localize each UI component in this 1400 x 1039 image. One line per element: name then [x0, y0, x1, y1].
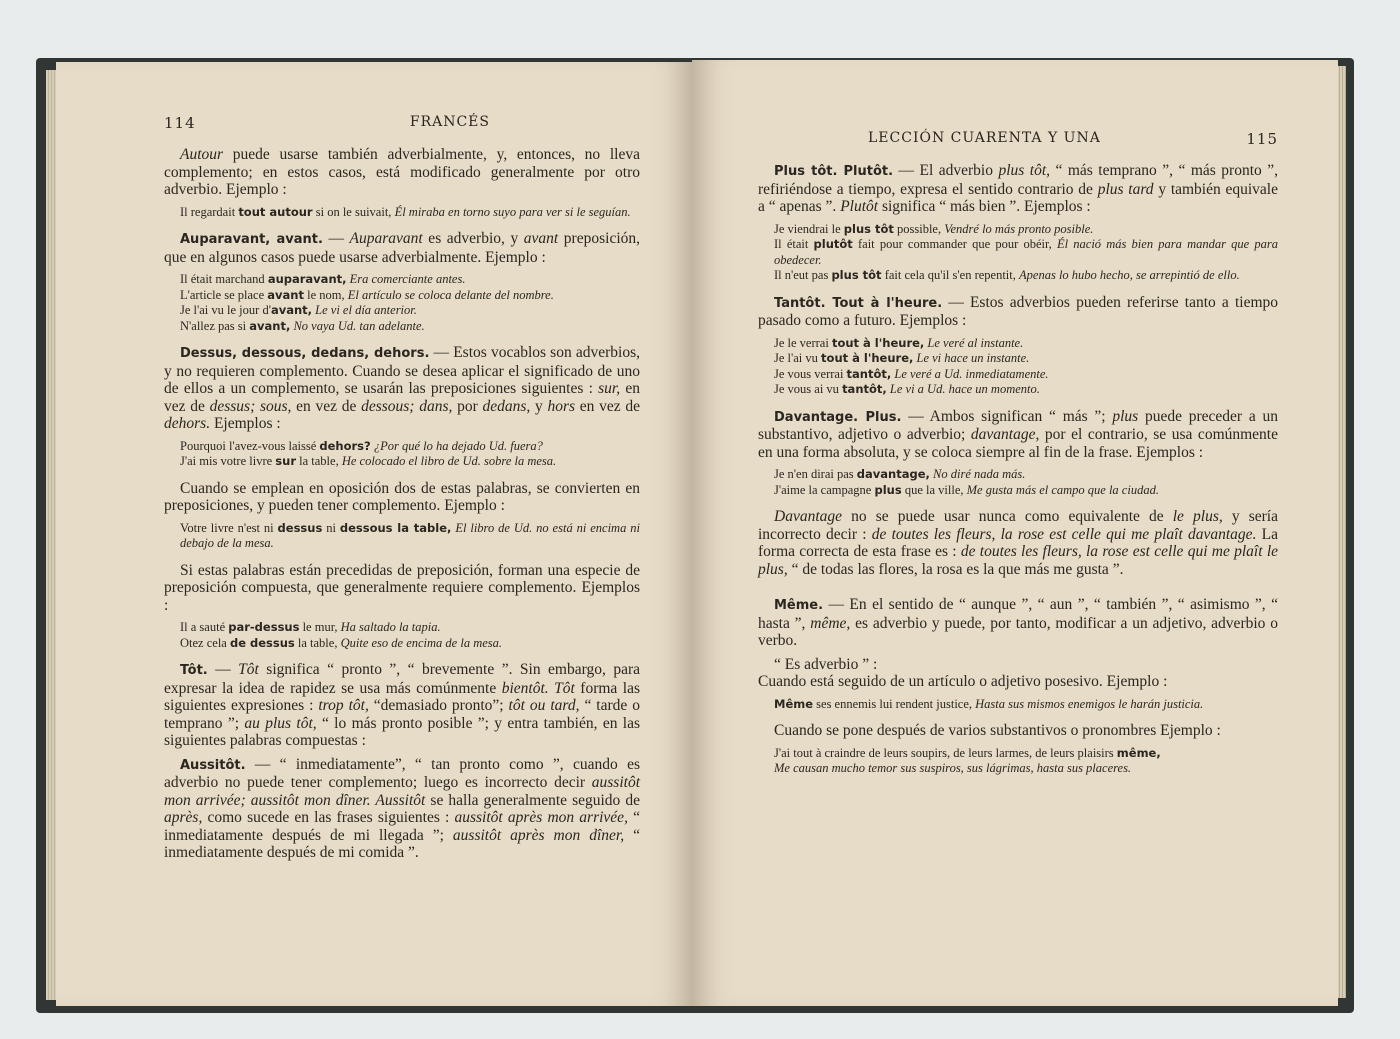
aussitot-paragraph: Aussitôt. — “ inmediatamente”, “ tan pronto como ”, cuando es adverbio no puede tener complemento; luego es incorrecto decir aussitôt mon arrivée; aussitôt mon dîner. Aussitôt se halla generalmente seguido de après, como sucede en las frases siguientes : aussitôt après mon arrivée, “ inmediatamente después de mi llegada ”; aussitôt après mon dîner, “ inmediatamente después de mi comida ”.: [164, 755, 640, 861]
page-number: 114: [164, 114, 196, 132]
plustot-paragraph: Plus tôt. Plutôt. — El adverbio plus tôt, “ más temprano ”, “ más pronto ”, refiriéndose a tiempo, expresa el sentido contrario de plus tard y también equivale a “ apenas ”. Plutôt significa “ más bien ”. Ejemplos :: [758, 162, 1278, 215]
example-line: J'ai mis votre livre sur la table, He colocado el libro de Ud. sobre la mesa.: [180, 454, 557, 468]
page-number: 115: [1246, 130, 1278, 148]
example-block: [758, 467, 1278, 498]
example-line: J'ai tout à craindre de leurs soupirs, de leurs larmes, de leurs plaisirs même,: [774, 745, 1161, 760]
oposicion-paragraph: Cuando se emplean en oposición dos de estas palabras, se convierten en preposiciones, y pueden tener complemento. Ejemplo :: [164, 479, 640, 514]
tot-paragraph: Tôt. — Tôt significa “ pronto ”, “ brevemente ”. Sin embargo, para expresar la idea de rapidez se usa más comúnmente bientôt. Tôt forma las siguientes expresiones : trop tôt, “demasiado pronto”; tôt ou tard, “ tarde o temprano ”; au plus tôt, “ lo más pronto posible ”; y entra también, en las siguientes palabras compuestas :: [164, 661, 640, 749]
example-block: [164, 205, 640, 221]
running-head: FRANCÉS: [409, 114, 490, 130]
example-line: Je viendrai le plus tôt possible, Vendré lo más pronto posible.: [774, 221, 1094, 236]
example-line: Je l'ai vu tout à l'heure, Le vi hace un instante.: [774, 351, 1030, 365]
example-line: Il a sauté par-dessus le mur, Ha saltado la tapia.: [180, 620, 441, 634]
example-block: [164, 272, 640, 334]
example-line: Me causan mucho temor sus suspiros, sus lágrimas, hasta sus placeres.: [774, 761, 1132, 775]
example-block: [758, 697, 1278, 713]
davantage-usage-paragraph: Davantage no se puede usar nunca como equivalente de le plus, y sería incorrecto decir : de toutes les fleurs, la rose est celle qui me plaît davantage. La forma correcta de esta frase es : de toutes les fleurs, la rose est celle qui me plaît le plus, “ de todas las flores, la rosa es la que más me gusta ”.: [758, 508, 1279, 578]
example-line: Je vous ai vu tantôt, Le vi a Ud. hace un momento.: [774, 382, 1040, 396]
example-block: [164, 620, 640, 651]
despues-paragraph: Cuando se pone después de varios substantivos o pronombres Ejemplo :: [774, 722, 1221, 739]
example-block: [758, 222, 1278, 284]
auparavant-paragraph: Auparavant, avant. — Auparavant es adverbio, y avant preposición, que en algunos casos puede usarse adverbialmente. Ejemplo :: [164, 230, 640, 266]
davantage-paragraph: Davantage. Plus. — Ambos significan “ más ”; plus puede preceder a un substantivo, adjetivo o adverbio; davantage, por el contrario, se usa comúnmente en una forma absoluta, y se coloca siempre al fin de la frase. Ejemplos :: [758, 407, 1278, 461]
example-line: Je l'ai vu le jour d'avant, Le vi el día anterior.: [180, 303, 417, 317]
precedidas-paragraph: Si estas palabras están precedidas de preposición, forman una especie de preposición compuesta, que generalmente requiere complemento. Ejemplos :: [164, 561, 640, 614]
meme-paragraph: Même. — En el sentido de “ aunque ”, “ aun ”, “ también ”, “ asimismo ”, “ hasta ”, même, es adverbio y puede, por tanto, modificar a un adjetivo, adverbio o verbo.: [758, 596, 1278, 649]
example-block: [164, 521, 640, 552]
example-line: Je n'en dirai pas davantage, No diré nada más.: [774, 467, 1026, 481]
example-block: [758, 746, 1278, 777]
example-line: Il regardait tout autour si on le suivait, Él miraba en torno suyo para ver si le seguían.: [180, 204, 631, 219]
example-line: Je le verrai tout à l'heure, Le veré al instante.: [774, 335, 1024, 350]
right-page-header: [758, 130, 1278, 148]
example-line: Il n'eut pas plus tôt fait cela qu'il s'en repentit, Apenas lo hubo hecho, se arrepintió de ello.: [774, 268, 1240, 282]
running-head: LECCIÓN CUARENTA Y UNA: [868, 130, 1101, 146]
example-block: [164, 439, 640, 470]
tantot-paragraph: Tantôt. Tout à l'heure. — Estos adverbios pueden referirse tanto a tiempo pasado como a futuro. Ejemplos :: [758, 293, 1279, 329]
example-line: N'allez pas si avant, No vaya Ud. tan adelante.: [180, 318, 425, 333]
left-page-header: [164, 114, 640, 132]
example-line: Même ses ennemis lui rendent justice, Hasta sus mismos enemigos le harán justicia.: [774, 696, 1204, 711]
example-block: [758, 336, 1278, 398]
right-page: [692, 60, 1338, 1006]
example-line: Otez cela de dessus la table, Quite eso de encima de la mesa.: [180, 635, 503, 650]
meme-condition: Cuando está seguido de un artículo o adjetivo posesivo. Ejemplo :: [758, 673, 1168, 690]
example-line: Il était plutôt fait pour commander que pour obéir, Él nació más bien para mandar que para obedecer.: [774, 237, 1278, 267]
example-line: Il était marchand auparavant, Era comerciante antes.: [180, 272, 466, 286]
dessus-paragraph: Dessus, dessous, dedans, dehors. — Estos vocablos son adverbios, y no requieren complemento. Cuando se desea aplicar el significado de uno de ellos a un complemento, se usarán las preposiciones siguientes : sur, en vez de dessus; sous, en vez de dessous; dans, por dedans, y hors en vez de dehors. Ejemplos :: [164, 344, 641, 432]
example-line: J'aime la campagne plus que la ville, Me gusta más el campo que la ciudad.: [774, 482, 1159, 497]
example-line: Votre livre n'est ni dessus ni dessous la table, El libro de Ud. no está ni encima ni debajo de la mesa.: [180, 520, 640, 550]
example-line: Pourquoi l'avez-vous laissé dehors? ¿Por qué lo ha dejado Ud. fuera?: [180, 438, 543, 453]
autour-paragraph: Autour puede usarse también adverbialmente, y, entonces, no lleva complemento; en estos casos, está modificado generalmente por otro adverbio. Ejemplo :: [164, 146, 640, 198]
left-page: [56, 62, 692, 1006]
meme-subheading: “ Es adverbio ” :: [774, 655, 878, 673]
example-line: Je vous verrai tantôt, Le veré a Ud. inmediatamente.: [774, 366, 1049, 381]
example-line: L'article se place avant le nom, El artículo se coloca delante del nombre.: [180, 287, 554, 302]
